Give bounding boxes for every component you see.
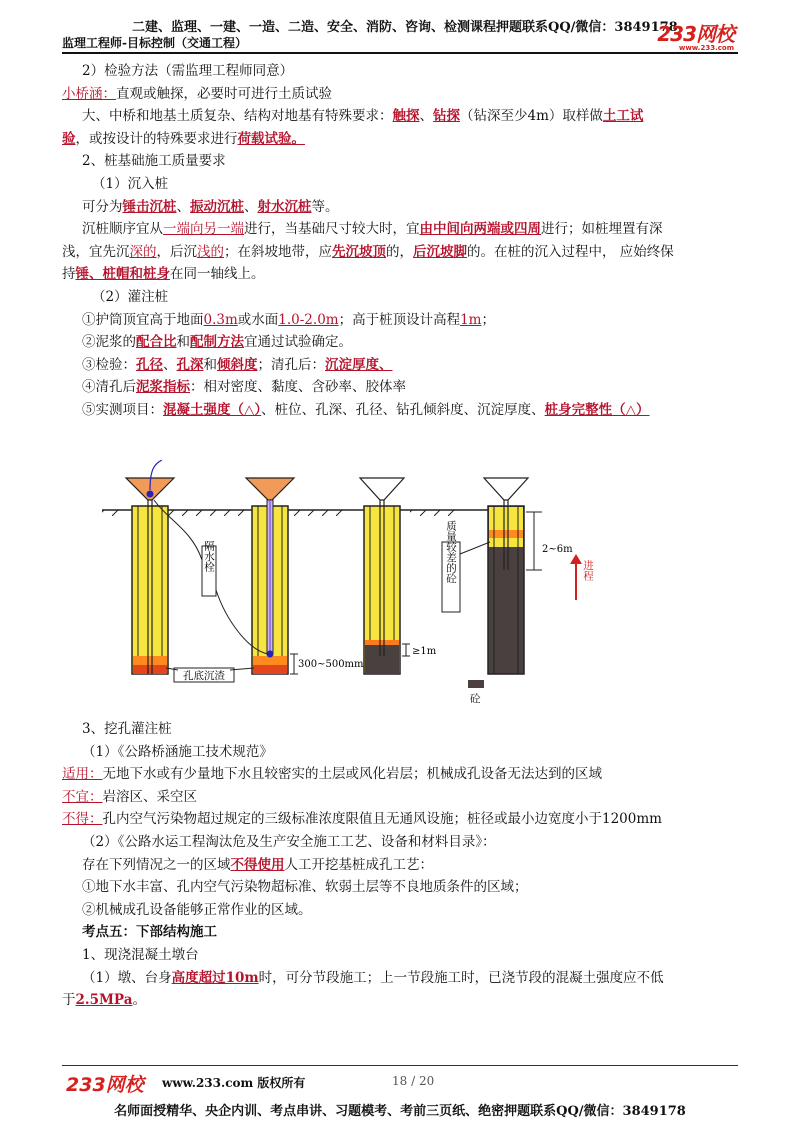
line-pile-depth: 浅，宜先沉深的，后沉浅的；在斜坡地带，应先沉坡顶的，后沉坡脚的。在桩的沉入过程中， 应始终保 [62,243,674,260]
line-casing-height: ①护筒顶宜高于地面0.3m或水面1.0-2.0m；高于桩顶设计高程1m； [82,311,495,328]
line-applicable: 适用：无地下水或有少量地下水且较密实的土层或风化岩层；机械成孔设备无法达到的区域 [62,766,602,783]
line-mud-ratio: ②泥浆的配合比和配制方法宜通过试验确定。 [82,334,352,351]
line-inspection-items: ③检验：孔径、孔深和倾斜度；清孔后：沉淀厚度、 [82,356,393,373]
footer-rule [62,1065,738,1066]
pile-3 [360,478,404,674]
pile-2 [246,478,294,674]
heading-topic-5: 考点五：下部结构施工 [82,924,217,941]
page-content [62,60,738,422]
heading-cast-in-place: 1、现浇混凝土墩台 [82,946,199,963]
footer-promo-line: 名师面授精华、央企内训、考点串讲、习题模考、考前三页纸、绝密押题联系QQ/微信：3849178 [114,1104,686,1119]
line-condition-1: ①地下水丰富、孔内空气污染物超标准、软弱土层等不良地质条件的区域； [82,879,528,896]
brand-logo-sub: www.233.com [678,44,734,52]
label-bottom-sediment: 孔底沉渣 [183,670,225,682]
line-prohibited-conditions: 存在下列情况之一的区域不得使用人工开挖基桩成孔工艺： [82,856,433,873]
label-300-500mm: 300~500mm [298,659,364,670]
line-pile-axis: 持锤、桩帽和桩身在同一轴线上。 [62,266,265,283]
line-mud-indicators: ④清孔后泥浆指标：相对密度、黏度、含砂率、胶体率 [82,379,406,396]
line-small-bridge: 小桥涵：直观或触探，必要时可进行土质试验 [62,85,332,102]
heading-bridge-code: （1）《公路桥涵施工技术规范》 [82,743,273,760]
line-pile-sequence: 沉桩顺序宜从一端向另一端进行，当基础尺寸较大时，宜由中间向两端或四周进行；如桩埋置有深 [82,221,663,238]
page-number: 18 / 20 [392,1074,435,1088]
footer-site: www.233.com 版权所有 [162,1076,306,1090]
label-2-6m: 2~6m [542,544,573,555]
heading-dug-pile: 3、挖孔灌注桩 [82,721,172,737]
label-progress: 进程 [582,560,594,581]
pile-4 [484,478,542,674]
page-header [62,14,738,52]
header-subject-line: 监理工程师-目标控制（交通工程） [62,36,247,50]
line-driven-pile-types: 可分为锤击沉桩、振动沉桩、射水沉桩等。 [82,198,339,215]
line-inspection-method: 2）检验方法（需监理工程师同意） [82,63,294,79]
header-course-line: 二建、监理、一建、一造、二造、安全、消防、咨询、检测课程押题联系QQ/微信：3849178 [132,20,678,35]
line-measured-items: ⑤实测项目：混凝土强度（△）、桩位、孔深、孔径、钻孔倾斜度、沉淀厚度、桩身完整性（△） [82,401,650,418]
brand-logo-text: 233网校 [657,22,734,46]
line-condition-2: ②机械成孔设备能够正常作业的区域。 [82,901,312,918]
line-not-suitable: 不宜：岩溶区、采空区 [62,788,197,805]
line-prohibited: 不得：孔内空气污染物超过规定的三级标准浓度限值且无通风设施；桩径或最小边宽度小于1200mm [62,811,662,828]
line-large-bridge: 大、中桥和地基土质复杂、结构对地基有特殊要求：触探、钻探（钻深至少4m）取样做土工试 [82,108,644,125]
line-load-test: 验，或按设计的特殊要求进行荷载试验。 [62,130,305,147]
page-content-lower [62,718,738,1012]
progress-arrow [570,554,582,600]
line-strength: 于2.5MPa。 [62,992,146,1009]
brand-logo [657,18,734,52]
heading-obsolete-catalog: （2）《公路水运工程淘汰危及生产安全施工工艺、设备和材料目录》： [82,833,496,850]
label-isolating-plug: 隔水栓 [203,540,215,572]
footer-logo: 233网校 [66,1074,144,1096]
label-concrete-legend: 砼 [470,693,481,705]
heading-driven-pile: （1）沉入桩 [92,175,169,192]
line-pier-height: （1）墩、台身高度超过10m时，可分节段施工；上一节段施工时，已浇节段的混凝土强度应不低 [82,969,664,986]
heading-pile-foundation: 2、桩基础施工质量要求 [82,153,226,170]
label-poor-concrete: 质量较差的砼 [445,520,457,584]
header-rule [62,52,738,54]
pile-1 [126,460,174,674]
bored-pile-concreting-diagram [98,460,594,708]
heading-bored-pile: （2）灌注桩 [92,288,169,305]
label-min-1m: ≥1m [412,646,437,657]
